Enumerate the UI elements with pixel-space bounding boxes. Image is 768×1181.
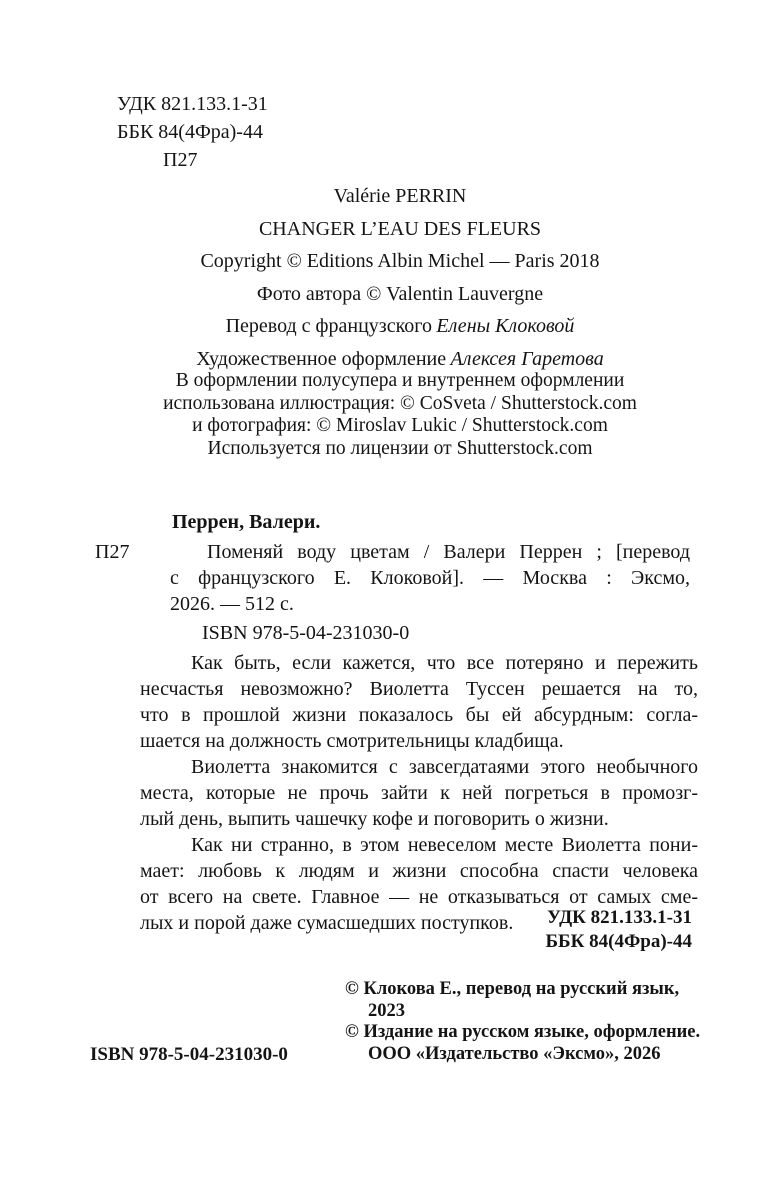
translation-prefix: Перевод с французского: [225, 315, 432, 337]
catalog-heading: Перрен, Валери.: [172, 511, 321, 533]
original-title: CHANGER L’EAU DES FLEURS: [258, 217, 542, 240]
designer-name: Алексея Гаретова: [450, 347, 604, 370]
annotation-line: места, которые не прочь зайти к ней погреться в промозг-: [140, 782, 698, 804]
annotation-paragraph: [140, 754, 698, 832]
translator-name: Елены Клоковой: [436, 315, 575, 337]
catalog-entry-line: с французского Е. Клоковой]. — Москва : Эксмо,: [170, 567, 690, 589]
title-block: [95, 180, 705, 375]
copyright-line: © Клокова Е., перевод на русский язык,: [345, 979, 680, 999]
copyright-line: Copyright © Editions Albin Michel — Paris 2018: [200, 250, 600, 272]
udk-code: УДК 821.133.1-31: [117, 93, 268, 115]
catalog-entry-line: 2026. — 512 с.: [170, 593, 294, 615]
annotation-line: шается на должность смотрительницы кладбища.: [140, 730, 564, 752]
copyright-entry: [345, 1022, 705, 1065]
annotation-line: Виолетта знакомится с завсегдатаями этого необычного: [191, 756, 698, 778]
copyright-line: ООО «Издательство «Эксмо», 2026: [368, 1043, 661, 1064]
license-note-line: и фотография: © Miroslav Lukic / Shutterstock.com: [192, 415, 608, 436]
isbn-bottom: ISBN 978-5-04-231030-0: [90, 1044, 288, 1065]
isbn-entry: ISBN 978-5-04-231030-0: [202, 622, 410, 644]
license-note-line: Используется по лицензии от Shutterstock.com: [207, 437, 593, 459]
copyright-entry: [345, 979, 705, 1022]
annotation-line: несчастья невозможно? Виолетта Туссен решается на то,: [140, 678, 698, 700]
bbk-bottom-code: ББК 84(4Фра)-44: [545, 931, 692, 952]
annotation: [140, 650, 698, 936]
annotation-line: Как быть, если кажется, что все потеряно и пережить: [191, 652, 698, 674]
top-codes-block: [117, 90, 268, 174]
bottom-codes-block: [545, 906, 692, 954]
catalog-entry: [95, 539, 690, 617]
license-note-line: использована иллюстрация: © CoSveta / Shutterstock.com: [163, 392, 637, 414]
copyright-block: [345, 979, 705, 1065]
annotation-line: от всего на свете. Главное — не отказываться от самых сме-: [140, 886, 698, 908]
translation-credit: [95, 310, 705, 343]
annotation-line: лый день, выпить чашечку кофе и поговорить о жизни.: [140, 808, 609, 830]
copyright-line: © Издание на русском языке, оформление.: [345, 1022, 701, 1042]
bbk-code: ББК 84(4Фра)-44: [117, 121, 263, 143]
copyright-line: 2023: [368, 1000, 405, 1021]
catalog-label: П27: [95, 541, 130, 563]
book-author: Valérie PERRIN: [333, 185, 467, 207]
author-sign: П27: [163, 149, 198, 171]
photo-credit: Фото автора © Valentin Lauvergne: [256, 282, 544, 305]
license-note-line: В оформлении полусупера и внутреннем оформлении: [175, 370, 625, 391]
annotation-line: что в прошлой жизни показалось бы ей абсурдным: согла-: [140, 704, 698, 726]
design-prefix: Художественное оформление: [196, 347, 447, 370]
annotation-line: лых и порой даже сумасшедших поступков.: [140, 912, 514, 934]
catalog-entry-line: Поменяй воду цветам / Валери Перрен ; [перевод: [207, 541, 690, 563]
annotation-line: Как ни странно, в этом невеселом месте Виолетта пони-: [191, 834, 698, 856]
annotation-paragraph: [140, 650, 698, 754]
annotation-line: мает: любовь к людям и жизни способна спасти человека: [140, 860, 698, 882]
udk-bottom-code: УДК 821.133.1-31: [547, 907, 692, 928]
license-block: [95, 370, 705, 460]
